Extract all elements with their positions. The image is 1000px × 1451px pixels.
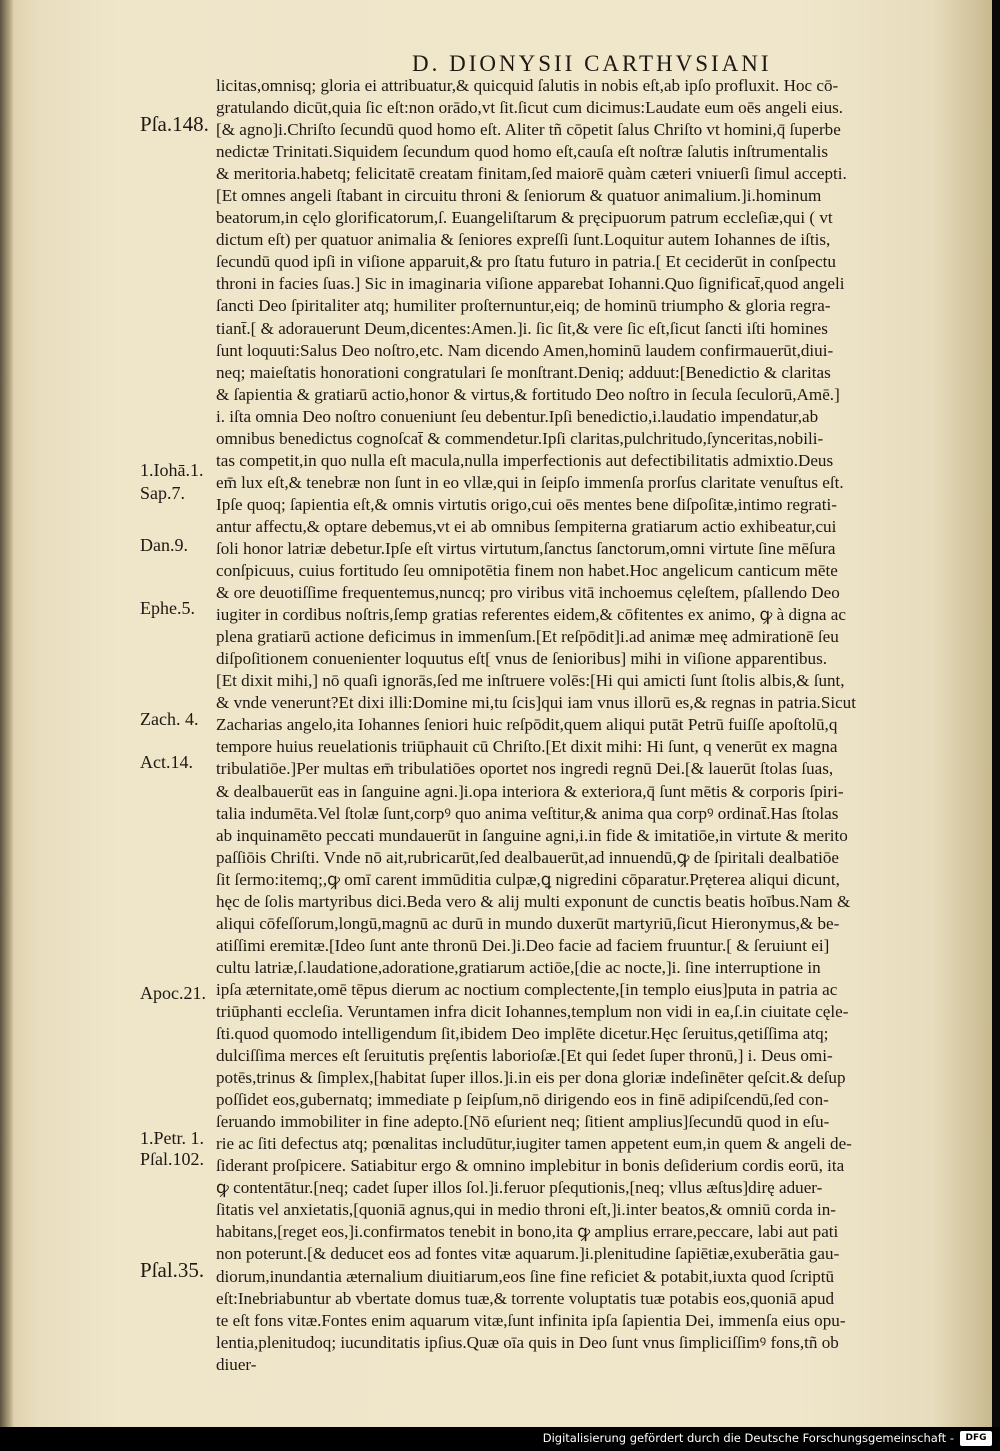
body-line: potēs,trinus & ſimplex,[habitat ſuper illos.]i.in eis per dona gloriæ indeſinēter qeſcit.& deſup bbox=[216, 1068, 846, 1088]
body-line: & vnde venerunt?Et dixi illi:Domine mi,tu ſcis]qui iam vnus illorū es,& regnas in patria.Sicut bbox=[216, 693, 856, 713]
body-line: tribulatiōe.]Per multas em̄ tribulatiōes oportet nos ingredi regnū Dei.[& lauerūt ſtolas ſuas, bbox=[216, 759, 834, 779]
body-line: [Et omnes angeli ſtabant in circuitu throni & ſeniorum & quatuor animalium.]i.hominum bbox=[216, 186, 822, 206]
body-line: hęc de ſolis martyribus dici.Beda vero & alij multi exponunt de cunctis beatis hoībus.Nam & bbox=[216, 891, 851, 911]
body-line: em̄ lux eſt,& tenebræ non ſunt in eo vllæ,qui in ſeipſo immenſa prorſus claritate venuſtus eſt. bbox=[216, 472, 844, 492]
page-binding-edge bbox=[0, 0, 14, 1427]
body-line: ſeruando immobiliter in fine adepto.[Nō eſurient neq; ſitient amplius]ſecundū quod in eſu- bbox=[216, 1112, 830, 1132]
body-line: ſecundū quod ipſi in viſione apparuit,& pro ſtatu futuro in patria.[ Et ceciderūt in conſpectu bbox=[216, 252, 836, 272]
body-line: diorum,inundantia æternalium diuitiarum,eos ſine fine reficiet & potabit,iuxta quod ſcriptū bbox=[216, 1266, 835, 1286]
body-line: poſſidet eos,gubernatq; immediate p ſeipſum,nō dirigendo eos in finē adipiſcendū,ſed con- bbox=[216, 1090, 829, 1110]
body-line: Ipſe quoq; ſapientia eſt,& omnis virtutis origo,cui oēs mentes bene diſpoſitæ,intimo regrati- bbox=[216, 494, 837, 514]
body-line: & dealbauerūt eas in ſanguine agni.]i.opa interiora & exteriora,q̄ ſunt mētis & corporis ſpiri- bbox=[216, 781, 844, 801]
body-line: gratulando dicūt,quia ſic eſt:non orādo,vt ſit.ſicut cum dicimus:Laudate eum oēs angeli eius. bbox=[216, 98, 844, 118]
body-line: rie ac ſiti defectus atq; pœnalitas includūtur,iugiter tamen appetent eum,in quem & angeli de- bbox=[216, 1134, 852, 1154]
body-line: aliqui cōfeſſorum,longū,magnū ac durū in mundo duxerūt martyriū,ſicut Hieronymus,& be- bbox=[216, 913, 840, 933]
body-line: ſti.quod quomodo intelligendum ſit,ibidem Deo implēte dicetur.Hęc ſeruitus,qetiſſima atq; bbox=[216, 1024, 829, 1044]
body-line: ſitatis vel anxietatis,[quoniā agnus,qui in medio throni eſt,]i.inter beatos,& omniū corda in- bbox=[216, 1200, 836, 1220]
body-line: neq; maieſtatis honorationi congratulari ſe monſtrant.Deniq; adduut:[Benedictio & claritas bbox=[216, 362, 831, 382]
body-line: ſunt loquuti:Salus Deo noſtro,etc. Nam dicendo Amen,hominū laudem confirmauerūt,diui- bbox=[216, 340, 834, 360]
body-line: [& agno]i.Chriſto ſecundū quod homo eſt. Aliter tñ cōpetit ſalus Chriſto vt homini,q̄ ſuperbe bbox=[216, 120, 841, 140]
body-line: licitas,omnisq; gloria ei attribuatur,& quicquid ſalutis in nobis eſt,ab ipſo profluxit. Hoc cō- bbox=[216, 76, 839, 95]
body-line: dulciſſima merces eſt ſeruitutis pręſentis laborioſæ.[Et qui ſedet ſuper thronū,] i. Deus omi- bbox=[216, 1046, 833, 1066]
margin-note: Pſa.148. bbox=[140, 112, 209, 136]
body-line: diuer- bbox=[216, 1354, 257, 1374]
margin-note: Zach. 4. bbox=[140, 709, 199, 729]
body-line: ſit ſermo:itemq;,ꝙ omī carent immūditia culpæ,ꝗ nigredini cōparatur.Pręterea aliqui dicunt, bbox=[216, 869, 840, 889]
body-line: tempore huius reuelationis triūphauit cū Chriſto.[Et dixit mihi: Hi ſunt, q venerūt ex magna bbox=[216, 737, 838, 757]
body-line: antur affectu,& optare debemus,vt ei ab omnibus ſempiterna gratiarum actio exhibeatur,cui bbox=[216, 516, 837, 536]
body-line: ꝙ contentātur.[neq; cadet ſuper illos ſol.]i.feruor pſequtionis,[neq; vllus æſtus]dirę aduer- bbox=[216, 1178, 823, 1198]
margin-note: 1.Iohā.1. bbox=[140, 460, 204, 480]
body-line: triūphanti eccleſia. Veruntamen infra dicit Iohannes,templum non vidi in ea,ſ.in ciuitate cęle- bbox=[216, 1001, 849, 1021]
body-line: beatorum,in cęlo glorificatorum,ſ. Euangeliſtarum & pręcipuorum patrum eccleſiæ,qui ( vt bbox=[216, 208, 833, 228]
margin-note: Apoc.21. bbox=[140, 983, 206, 1003]
margin-note: Pſal.102. bbox=[140, 1149, 205, 1169]
body-line: iugiter in cordibus noſtris,ſemp gratias referentes eidem,& cōfitentes ex animo, ꝙ à digna ac bbox=[216, 605, 846, 625]
body-line: i. iſta omnia Deo noſtro conueniunt ſeu debentur.Ipſi benedictio,i.laudatio impendatur,ab bbox=[216, 406, 819, 426]
body-line: te eſt fons vitæ.Fontes enim aquarum vitæ,ſunt infinita ipſa ſapientia Dei, immenſa eius opu- bbox=[216, 1310, 846, 1330]
body-line: nedictæ Trinitati.Siquidem ſecundum quod homo eſt,cauſa eſt noſtræ ſalutis inſtrumentalis bbox=[216, 142, 828, 162]
margin-note: Ephe.5. bbox=[140, 598, 195, 618]
footer-bar bbox=[0, 1427, 1000, 1451]
body-line: ab inquinamēto peccati mundauerūt in ſanguine agni,i.in fide & imitatiōe,in virtute & merito bbox=[216, 825, 848, 845]
margin-note: 1.Petr. 1. bbox=[140, 1128, 205, 1148]
body-text bbox=[216, 75, 961, 1376]
body-line: tas competit,in quo nulla eſt macula,nulla imperfectionis aut defectibilitatis admixtio.Deus bbox=[216, 450, 834, 470]
body-line: non poterunt.[& deducet eos ad fontes vitæ aquarum.]i.plenitudine ſapiētiæ,exuberātia gau- bbox=[216, 1244, 840, 1264]
body-line: ſoli honor latriæ debetur.Ipſe eſt virtus virtutum,ſanctus ſanctorum,omni virtute ſine mēſura bbox=[216, 538, 836, 558]
body-line: ſancti Deo ſpiritaliter atq; humiliter proſternuntur,eiq; de hominū triumpho & gloria regra- bbox=[216, 296, 831, 316]
body-line: talia indumēta.Vel ſtolæ ſunt,corpꝰ quo anima veſtitur,& anima qua corpꝰ ordinat̄.Has ſtolas bbox=[216, 803, 839, 823]
body-line: dictum eſt) per quatuor animalia & ſeniores expreſſi ſunt.Loquitur autem Iohannes de iſtis, bbox=[216, 230, 831, 250]
body-line: Zacharias angelo,ita Iohannes ſeniori huic reſpōdit,quem aliqui putāt Petrū fuiſſe apoſtolū,q bbox=[216, 715, 838, 735]
body-line: & meritoria.habetq; felicitatē creatam finitam,ſed maiorē quàm cæteri vniuerſi ſimul accepti. bbox=[216, 164, 847, 184]
margin-note: Sap.7. bbox=[140, 483, 185, 503]
body-line: omnibus benedictus cognoſcat̄ & commendetur.Ipſi claritas,pulchritudo,ſynceritas,nobili- bbox=[216, 428, 824, 448]
body-line: & ore deuotiſſime frequentemus,nuncq; pro viribus vitā inchoemus cęleſtem, pſallendo Deo bbox=[216, 583, 840, 603]
body-line: [Et dixit mihi,] nō quaſi ignorās,ſed me inſtruere volēs:[Hi qui amicti ſunt ſtolis albis,& ſunt, bbox=[216, 671, 845, 691]
body-line: lentia,plenitudoq; iucunditatis ipſius.Quæ oīa quis in Deo ſunt vnus ſimpliciſſimꝰ fons,tñ ob bbox=[216, 1332, 839, 1352]
body-line: diſpoſitionem conuenienter loquutus eſt[ vnus de ſenioribus] mihi in viſione apparentibus. bbox=[216, 649, 827, 669]
body-line: cultu latriæ,ſ.laudatione,adoratione,gratiarum actiōe,[die ac nocte,]i. ſine interruptione in bbox=[216, 957, 821, 977]
body-line: atiſſimi eremitæ.[Ideo ſunt ante thronū Dei.]i.Deo facie ad faciem fruuntur.[ & ſeruiunt ei] bbox=[216, 935, 830, 955]
body-line: eſt:Inebriabuntur ab vbertate domus tuæ,& torrente voluptatis tuæ potabis eos,quoniā apud bbox=[216, 1288, 835, 1308]
running-title: D. DIONYSII CARTHVSIANI bbox=[412, 51, 772, 76]
body-line: plena gratiarū actione deficimus in immenſum.[Et reſpōdit]i.ad animæ meę admirationē ſeu bbox=[216, 627, 839, 647]
body-line: ipſa æternitate,omē tēpus dierum ac noctium complectente,[in templo eius]puta in patria ac bbox=[216, 979, 838, 999]
body-line: habitans,[reget eos,]i.confirmatos tenebit in bono,ita ꝙ amplius errare,peccare, labi aut pati bbox=[216, 1222, 839, 1242]
body-line: & ſapientia & gratiarū actio,honor & virtus,& fortitudo Deo noſtro in ſecula ſeculorū,Amē.] bbox=[216, 384, 840, 404]
body-line: conſpicuus, cuius fortitudo ſeu omnipotētia finem non habet.Hoc angelicum canticum mēte bbox=[216, 561, 838, 581]
margin-note: Act.14. bbox=[140, 752, 193, 772]
body-line: throni in facies ſuas.] Sic in imaginaria viſione apparebat Iohanni.Quo ſignificat̄,quod angeli bbox=[216, 274, 845, 294]
body-line: ſiderant proſpicere. Satiabitur ergo & omnino implebitur in bonis deſiderium cordis eorū, ita bbox=[216, 1156, 845, 1176]
body-line: tiant̄.[ & adorauerunt Deum,dicentes:Amen.]i. ſic ſit,& vere ſic eſt,ſicut ſancti iſti homines bbox=[216, 318, 828, 338]
margin-note: Dan.9. bbox=[140, 535, 188, 555]
margin-note: Pſal.35. bbox=[140, 1258, 205, 1282]
digitization-credit: Digitalisierung gefördert durch die Deutsche Forschungsgemeinschaft - bbox=[542, 1431, 954, 1445]
dfg-logo: DFG bbox=[960, 1431, 992, 1446]
body-line: paſſiōis Chriſti. Vnde nō ait,rubricarūt,ſed dealbauerūt,ad innuendū,ꝙ de ſpiritali dealbatiōe bbox=[216, 847, 839, 867]
